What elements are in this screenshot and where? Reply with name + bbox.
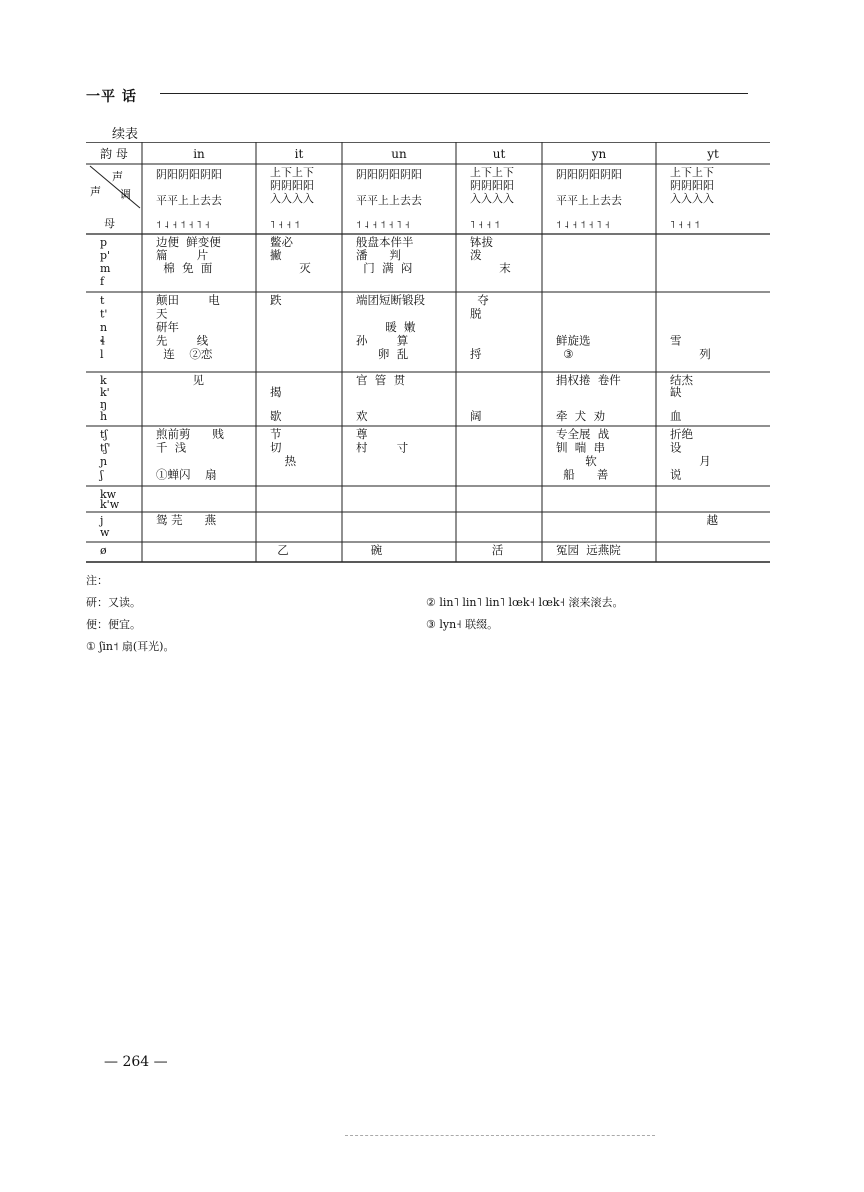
initial-label: k' [100, 386, 110, 399]
tone-marks: ˦ ˨ ˧ ˦ ˧ ˥ ˧ [356, 220, 410, 231]
syllable-cell: 专全展 战 [556, 427, 610, 441]
syllable-cell: 捋 [470, 347, 482, 361]
syllable-cell: 脱 [470, 306, 482, 321]
tone-row: 平平上上去去 [356, 194, 422, 207]
initial-label: n [100, 321, 108, 334]
initial-label: ø [100, 544, 107, 557]
initial-label: t [100, 294, 105, 307]
syllable-cell: 牵 犬 劝 [556, 409, 606, 423]
notes-left [86, 570, 174, 658]
syllable-cell: 见 [156, 373, 205, 387]
tone-row: 阴阴阳阳 [670, 179, 714, 192]
tone-row: 阴阴阳阳 [270, 179, 314, 192]
syllable-cell: 碗 [356, 543, 383, 557]
initial-label: j [100, 514, 104, 527]
syllable-cell: 撇 [270, 248, 282, 262]
syllable-cell: 欢 [356, 409, 368, 423]
syllable-cell: 天 [156, 306, 168, 321]
corner-diao: 调 [120, 188, 131, 201]
syllable-cell: 端团短断锻段 [356, 293, 425, 307]
tone-row: 上下上下 [470, 166, 514, 179]
syllable-cell: 孙 算 [356, 333, 409, 348]
tone-marks: ˥ ˧ ˧ ˦ [470, 220, 500, 231]
syllable-cell: 般盘本伴半 [356, 235, 414, 249]
corner-sheng2: 声 [90, 185, 101, 198]
syllable-cell: 月 [670, 454, 711, 468]
tone-marks: ˦ ˨ ˧ ˦ ˧ ˥ ˧ [556, 220, 610, 231]
tone-row: 平平上上去去 [556, 194, 622, 207]
initial-label: w [100, 526, 110, 539]
syllable-cell: 末 [470, 261, 511, 275]
syllable-cell: 卵 乱 [356, 347, 409, 361]
notes-right [426, 592, 623, 636]
syllable-cell: 揭 [270, 385, 282, 399]
syllable-cell: 冤园 远燕院 [556, 543, 621, 557]
header-yunmu: 韵 母 [100, 147, 128, 161]
syllable-cell: 船 善 [556, 467, 609, 482]
syllable-cell: 夺 [470, 293, 489, 307]
syllable-cell: 边便 鲜变便 [156, 235, 221, 249]
syllable-table [86, 142, 770, 563]
continued-label: 续表 [112, 127, 139, 142]
running-head: 一平 话 [86, 89, 137, 105]
tone-row: 阴阳阴阳阴阳 [156, 168, 222, 181]
final-header: yn [591, 147, 607, 161]
tone-row: 阴阳阴阳阴阳 [356, 168, 422, 181]
note-item: 研：又读。 [86, 596, 141, 609]
final-header: un [391, 147, 407, 161]
syllable-cell: 颠田 电 [156, 293, 220, 307]
syllable-cell: 结杰 [670, 373, 693, 387]
syllable-cell: 缺 [670, 385, 682, 399]
syllable-cell: 鲜旋选 [556, 333, 591, 348]
tone-marks: ˥ ˧ ˧ ˦ [270, 220, 300, 231]
syllable-cell: 歇 [270, 409, 282, 423]
final-header: ut [492, 147, 506, 161]
tone-row: 阴阳阴阳阴阳 [556, 168, 622, 181]
tone-row: 上下上下 [670, 166, 714, 179]
tone-row: 入入入入 [670, 192, 714, 205]
note-item: ① ʃin˦ 扇(耳光)。 [86, 640, 175, 653]
syllable-cell: 门 满 闷 [356, 261, 413, 275]
syllable-cell: 说 [670, 467, 682, 482]
initial-label: l [100, 348, 104, 361]
initial-label: ŋ [100, 398, 108, 411]
syllable-cell: 先 线 [156, 333, 209, 348]
initial-label: p' [100, 249, 111, 262]
syllable-cell: 棉 免 面 [156, 261, 213, 275]
tone-marks: ˥ ˧ ˧ ˦ [670, 220, 700, 231]
syllable-cell: ①蝉闪 扇 [156, 467, 217, 482]
tone-row: 入入入入 [470, 192, 514, 205]
syllable-cell: 连 ②恋 [156, 347, 213, 361]
corner-mu: 母 [104, 217, 115, 230]
header-rule [160, 93, 748, 94]
syllable-cell: 列 [670, 347, 711, 361]
initial-label: ɲ [100, 455, 108, 468]
syllable-cell: 暖 嫩 [356, 320, 416, 334]
syllable-cell: 切 [270, 440, 282, 455]
syllable-cell: 鸳 芫 燕 [156, 513, 217, 527]
syllable-cell: 雪 [670, 333, 682, 348]
syllable-cell: 村 寸 [356, 440, 409, 455]
note-item: ② lin˥ lin˥ lin˥ lœk˧ lœk˧ 滚来滚去。 [426, 596, 624, 609]
syllable-cell: 越 [670, 513, 719, 527]
syllable-cell: 泼 [470, 248, 482, 262]
initial-label: p [100, 236, 108, 249]
syllable-cell: ③ [556, 347, 574, 361]
syllable-cell: 官 管 贯 [356, 373, 406, 387]
tone-row: 阴阴阳阳 [470, 179, 514, 192]
corner-sheng: 声 [112, 170, 123, 183]
syllable-cell: 千 浅 [156, 440, 187, 455]
initial-label: ɬ [100, 334, 105, 348]
initial-label: kw [100, 488, 117, 501]
syllable-cell: 热 [270, 454, 297, 468]
initial-label: k [100, 374, 107, 387]
syllable-cell: 设 [670, 440, 682, 455]
tone-row: 平平上上去去 [156, 194, 222, 207]
syllable-cell: 潘 判 [356, 248, 401, 262]
syllable-cell: 软 [556, 454, 597, 468]
note-item: 便：便宜。 [86, 618, 141, 631]
initial-label: m [100, 262, 111, 275]
syllable-cell: 折绝 [670, 427, 693, 441]
initial-label: f [100, 275, 105, 288]
syllable-cell: 捐权捲 卷件 [556, 373, 621, 387]
syllable-cell: 血 [670, 409, 682, 423]
final-header: in [193, 147, 205, 161]
syllable-cell: 灭 [270, 261, 311, 275]
initial-label: tʃ' [100, 441, 111, 455]
final-header: yt [707, 147, 719, 161]
tone-row: 入入入入 [270, 192, 314, 205]
tone-row: 上下上下 [270, 166, 314, 179]
syllable-cell: 钏 喘 串 [556, 440, 606, 455]
syllable-cell: 钵拔 [470, 235, 493, 249]
note-item: ③ lyn˧ 联缀。 [426, 618, 499, 631]
syllable-cell: 乙 [270, 543, 289, 557]
initial-label: ʃ [100, 468, 103, 482]
tone-marks: ˦ ˨ ˧ ˦ ˧ ˥ ˧ [156, 220, 210, 231]
scan-artifact-rule [345, 1135, 655, 1136]
page-number: — 264 — [104, 1054, 168, 1070]
notes-label: 注： [86, 574, 108, 587]
syllable-cell: 研年 [156, 320, 179, 334]
syllable-cell: 煎前剪 贱 [156, 427, 224, 441]
syllable-cell: 篇 片 [156, 248, 209, 262]
syllable-cell: 尊 [356, 427, 368, 441]
initial-label: h [100, 410, 108, 423]
final-header: it [294, 147, 304, 161]
syllable-cell: 活 [470, 543, 504, 557]
syllable-cell: 跌 [270, 293, 282, 307]
syllable-cell: 鳖必 [270, 235, 293, 249]
initial-label: t' [100, 307, 108, 321]
syllable-cell: 节 [270, 427, 282, 441]
initial-label: tʃ [100, 428, 108, 441]
syllable-cell: 阔 [470, 409, 482, 423]
initial-label: k'w [100, 498, 120, 511]
